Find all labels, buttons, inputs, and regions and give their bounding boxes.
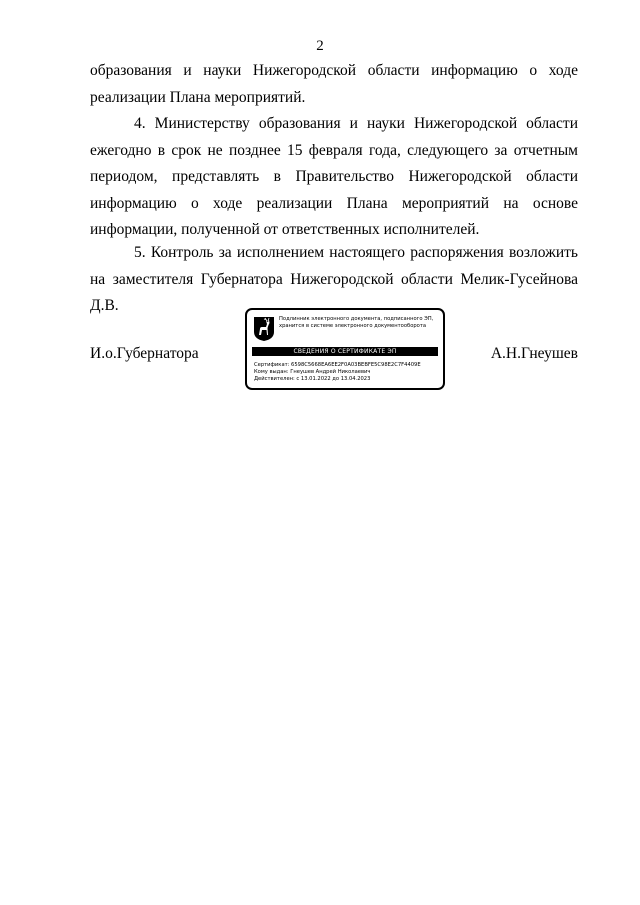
- stamp-header: [279, 316, 439, 330]
- paragraph-5: 5. Контроль за исполнением настоящего распоряжения возложить на заместителя Губернатора Нижегородской области Мелик-Гусейнова Д.В.: [90, 244, 578, 314]
- stamp-header-line-1: Подлинник электронного документа, подписанного ЭП,: [279, 316, 434, 322]
- stamp-certificate: Сертификат: 6598C5668EA6EE2F0A03BEBFE5C98E2C7F4409E: [254, 362, 421, 368]
- signatory-name: А.Н.Гнеушев: [490, 345, 578, 362]
- paragraph-continuation: образования и науки Нижегородской области информацию о ходе реализации Плана мероприятий.: [90, 62, 578, 106]
- signatory-position: И.о.Губернатора: [90, 345, 199, 362]
- paragraph-4: 4. Министерству образования и науки Нижегородской области ежегодно в срок не позднее 15 февраля года, следующего за отчетным периодом, представлять в Правительство Нижегородской области информацию о ходе реализации Плана мероприятий на основе информации, полученной от ответственных исполнителей.: [90, 115, 578, 238]
- stamp-owner: Кому выдан: Гнеушев Андрей Николаевич: [254, 369, 371, 375]
- page-number: 2: [316, 38, 324, 54]
- e-signature-stamp: [245, 308, 445, 390]
- stamp-validity: Действителен: с 13.01.2022 до 13.04.2023: [254, 376, 371, 382]
- deer-emblem-icon: [253, 316, 275, 342]
- stamp-header-line-2: хранится в системе электронного документооборота: [279, 323, 427, 329]
- stamp-title: СВЕДЕНИЯ О СЕРТИФИКАТЕ ЭП: [252, 347, 438, 356]
- stamp-details: [254, 362, 440, 383]
